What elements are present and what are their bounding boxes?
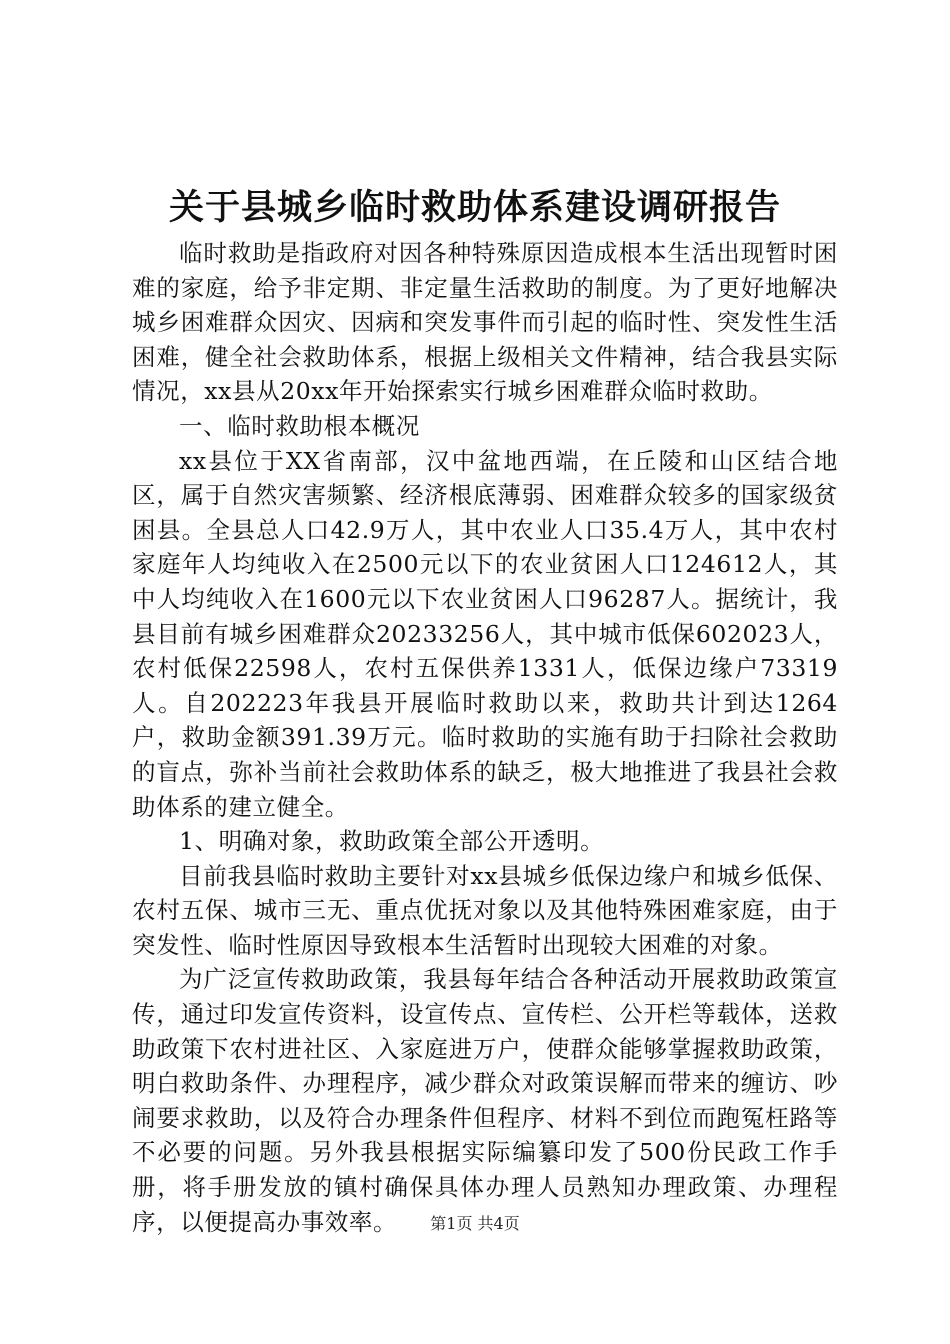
document-title: 关于县城乡临时救助体系建设调研报告	[168, 187, 781, 228]
subsection-heading-targets: 1、明确对象，救助政策全部公开透明。	[179, 827, 605, 856]
targets-paragraph: 目前我县临时救助主要针对xx县城乡低保边缘户和城乡低保、农村五保、城市三无、重点优抚对象以及其他特殊困难家庭，由于突发性、临时性原因导致根本生活暂时出现较大困难的对象。	[132, 861, 838, 959]
county-overview-paragraph: xx县位于XX省南部，汉中盆地西端，在丘陵和山区结合地区，属于自然灾害频繁、经济根底薄弱、困难群众较多的国家级贫困县。全县总人口42.9万人，其中农业人口35.4万人，其中农村家庭年人均纯收入在2500元以下的农业贫困人口124612人，其中人均纯收入在1600元以下农业贫困人口96287人。据统计，我县目前有城乡困难群众20233256人，其中城市低保602023人，农村低保22598人，农村五保供养1331人，低保边缘户73319人。自202223年我县开展临时救助以来，救助共计到达1264户，救助金额391.39万元。临时救助的实施有助于扫除社会救助的盲点，弥补当前社会救助体系的缺乏，极大地推进了我县社会救助体系的建立健全。	[132, 446, 838, 821]
page-footer: 第1页 共4页	[430, 1214, 520, 1233]
section-heading-overview: 一、临时救助根本概况	[179, 411, 420, 440]
publicity-paragraph: 为广泛宣传救助政策，我县每年结合各种活动开展救助政策宣传，通过印发宣传资料，设宣传点、宣传栏、公开栏等载体，送救助政策下农村进社区、入家庭进万户，使群众能够掌握救助政策，明白救助条件、办理程序，减少群众对政策误解而带来的缠访、吵闹要求救助，以及符合办理条件但程序、材料不到位而跑冤枉路等不必要的问题。另外我县根据实际编纂印发了500份民政工作手册，将手册发放的镇村确保具体办理人员熟知办理政策、办理程序，以便提高办事效率。	[132, 965, 838, 1236]
document-body	[132, 236, 838, 1239]
intro-paragraph: 临时救助是指政府对因各种特殊原因造成根本生活出现暂时困难的家庭，给予非定期、非定量生活救助的制度。为了更好地解决城乡困难群众因灾、因病和突发事件而引起的临时性、突发性生活困难，健全社会救助体系，根据上级相关文件精神，结合我县实际情况，xx县从20xx年开始探索实行城乡困难群众临时救助。	[132, 239, 838, 406]
